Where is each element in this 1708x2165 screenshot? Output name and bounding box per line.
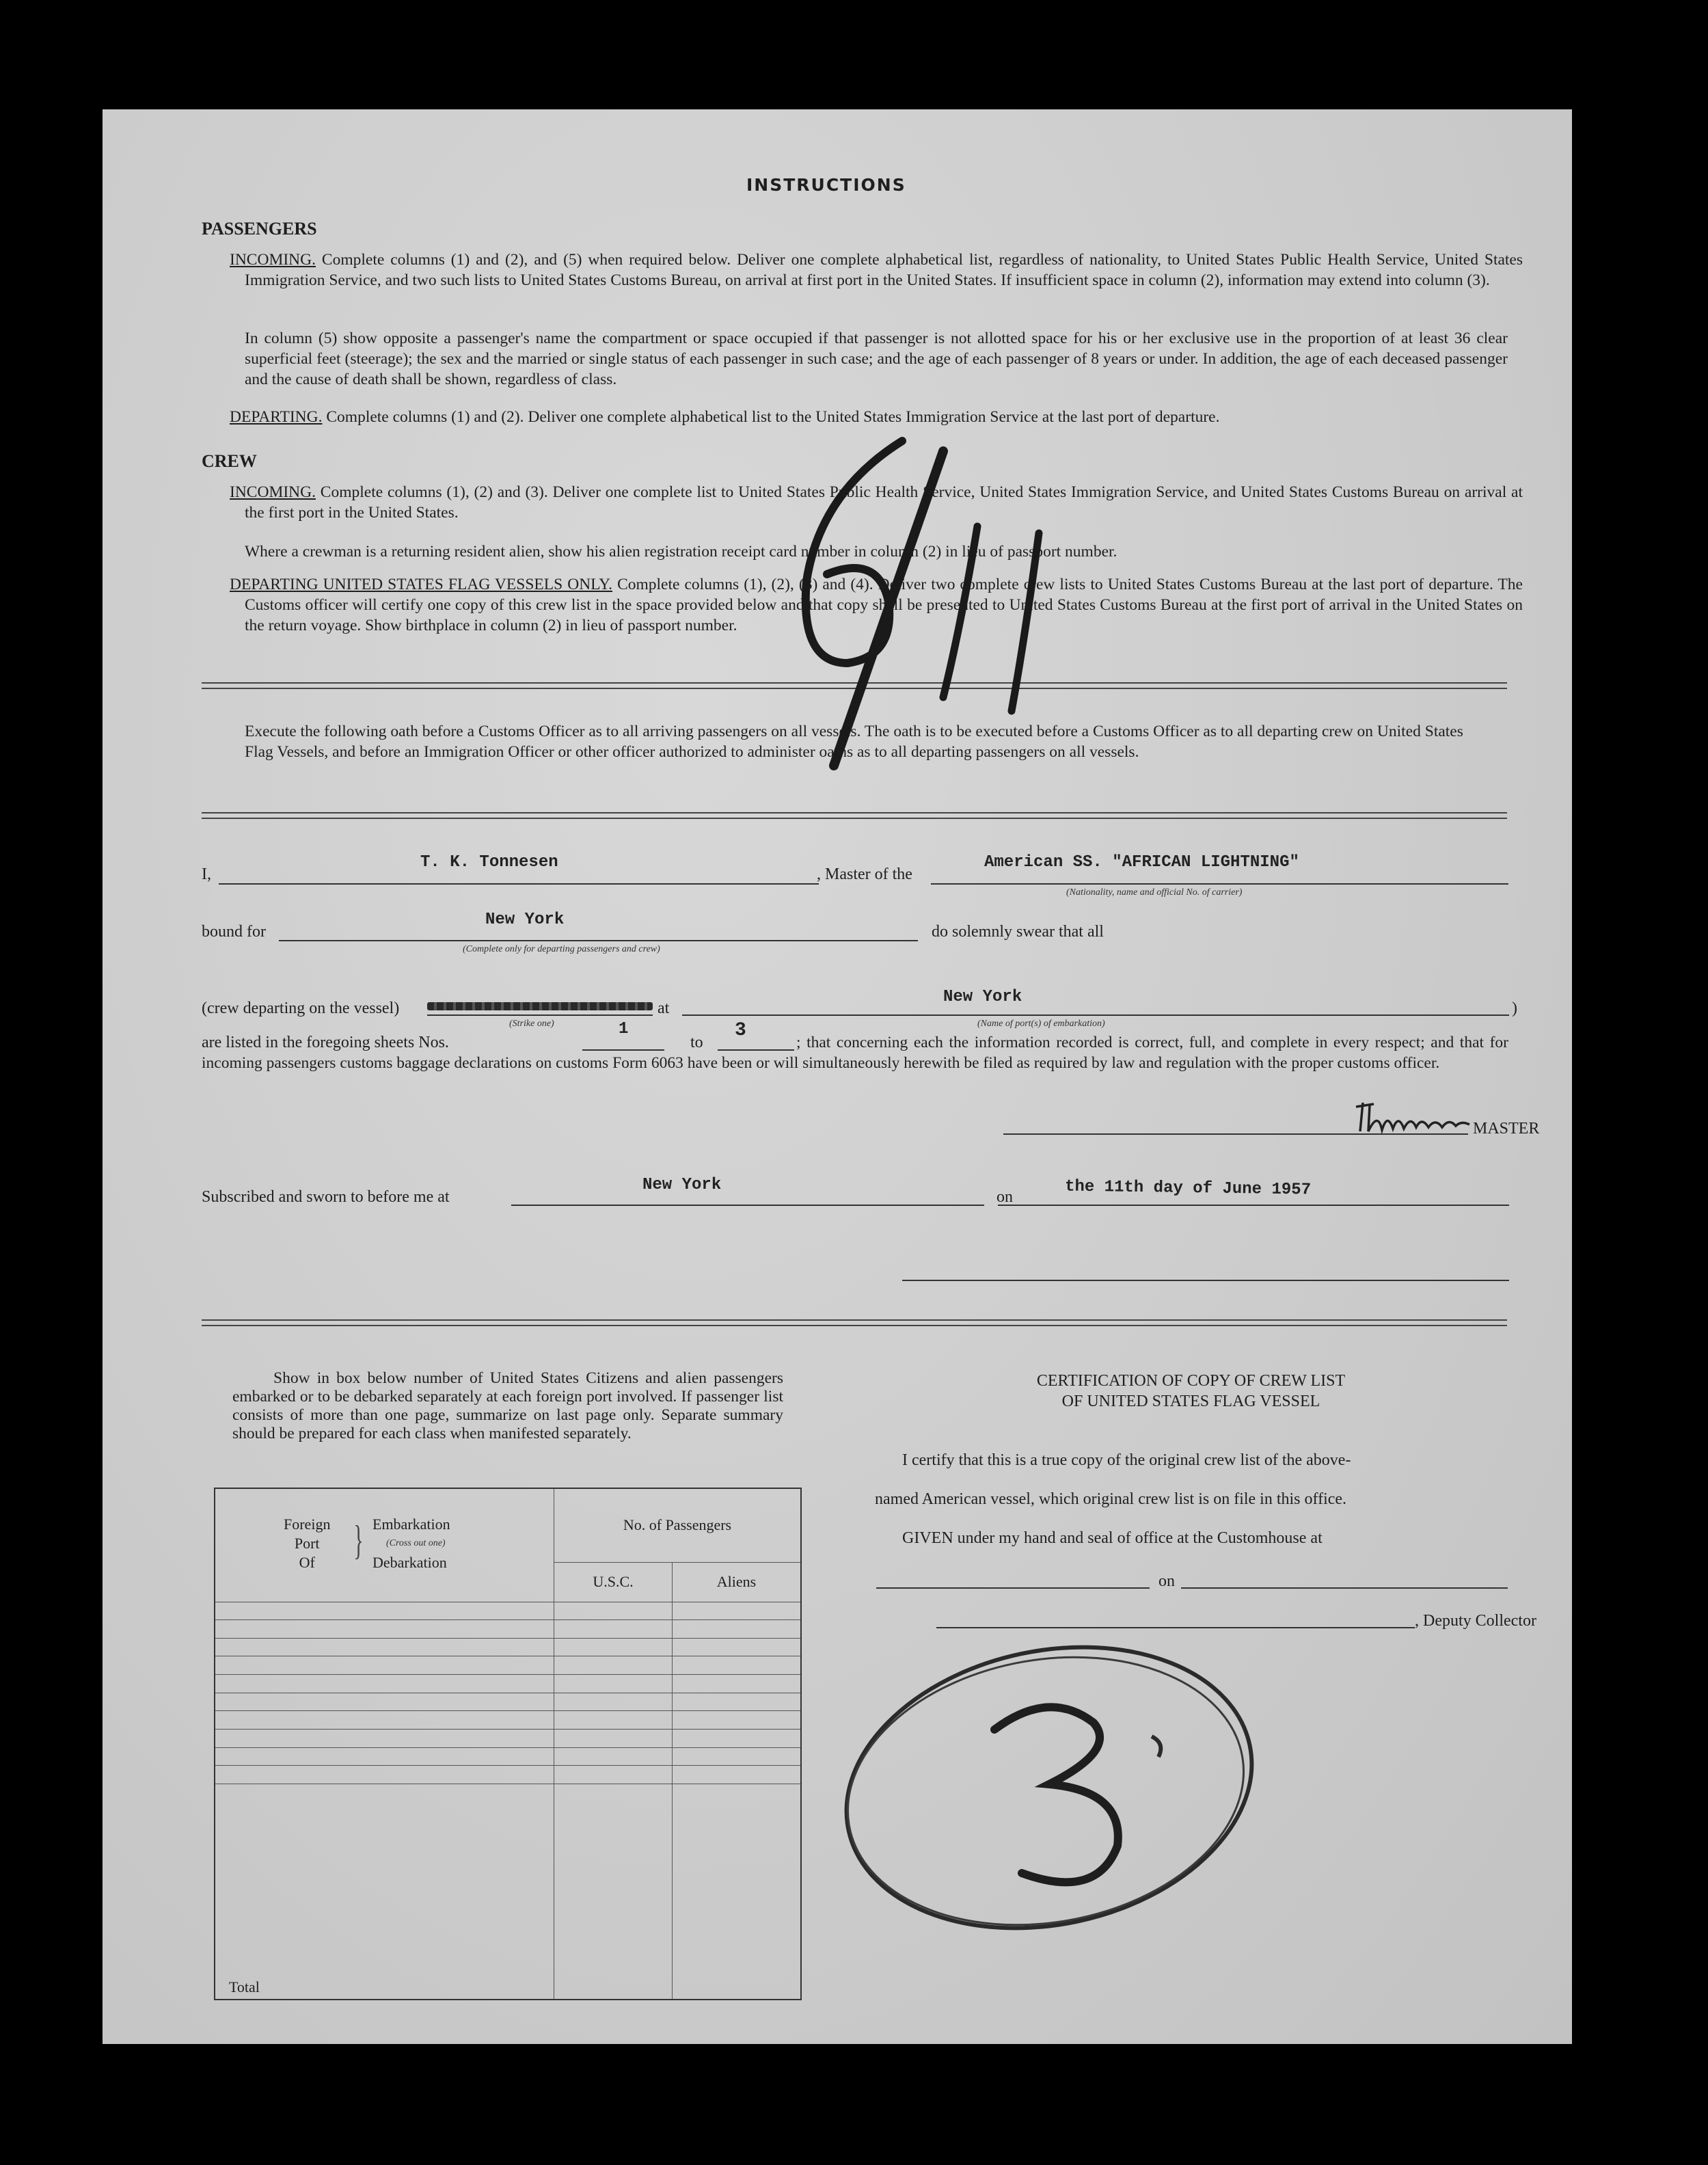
foreign-label: Foreign	[284, 1516, 331, 1533]
deputy-collector-label: , Deputy Collector	[1415, 1612, 1536, 1630]
summary-note: Show in box below number of United States Citizens and alien passengers embarked or to be debarked separately at each foreign port involved. If passenger list consists of more than one page, summarize on last page only. Separate summary should be prepared for each class when manifested separately.	[232, 1369, 783, 1442]
to-label: to	[690, 1034, 703, 1051]
bound-for-label: bound for	[202, 923, 266, 941]
sheet-from: 1	[619, 1020, 629, 1038]
oath-instructions: Execute the following oath before a Customs Officer as to all arriving passengers on all vessels. The oath is to be executed before a Customs Officer as to all departing crew on United States Flag Vessels, and before an Immigration Officer or other officer authorized to administer oaths as to all departing passengers on all vessels.	[245, 723, 1463, 761]
table-cell[interactable]	[215, 1693, 554, 1711]
certification-title-line1: CERTIFICATION OF COPY OF CREW LIST	[1036, 1372, 1346, 1390]
table-cell[interactable]	[554, 1766, 673, 1784]
crew-incoming-text: Complete columns (1), (2) and (3). Deliver one complete list to United States Public Health Service, United States Immigration Service, and United States Customs Bureau on arrival at the first port in the United States.	[245, 483, 1523, 522]
crew-incoming-label: INCOMING.	[230, 483, 316, 501]
strike-line	[427, 1014, 653, 1016]
table-cell[interactable]	[673, 1602, 802, 1620]
table-cell[interactable]	[673, 1638, 802, 1656]
port-caption: (Name of port(s) of embarkation)	[977, 1019, 1105, 1029]
customhouse-date-line	[876, 1587, 1150, 1589]
crew-departing-label: (crew departing on the vessel)	[202, 999, 400, 1017]
table-cell[interactable]	[673, 1693, 802, 1711]
no-passengers-header: No. of Passengers	[554, 1488, 802, 1562]
table-cell[interactable]	[554, 1730, 673, 1748]
master-signature	[1353, 1097, 1476, 1138]
i-label: I,	[202, 865, 211, 883]
passengers-departing-label: DEPARTING.	[230, 408, 323, 426]
table-cell[interactable]	[215, 1747, 554, 1766]
port-label: Port	[294, 1535, 320, 1552]
table-cell[interactable]	[673, 1620, 802, 1639]
at-label: at	[658, 999, 670, 1017]
certification-on-label: on	[1158, 1572, 1175, 1590]
table-cell[interactable]	[554, 1711, 673, 1730]
passenger-summary-table	[214, 1488, 802, 2000]
table-cell[interactable]	[673, 1675, 802, 1693]
cross-out-label: (Cross out one)	[386, 1538, 446, 1549]
passengers-incoming-text: Complete columns (1) and (2), and (5) when required below. Deliver one complete alphabetical list, regardless of nationality, to United States Public Health Service, United States Immigration Service, and two such lists to United States Customs Bureau, on arrival at first port in the United States. If insufficient space in column (2), information may extend into column (3).	[245, 251, 1523, 289]
crew-alien-text: Where a crewman is a returning resident alien, show his alien registration receipt card number in column (2) in lieu of passport number.	[245, 543, 1117, 561]
bound-for-value: New York	[485, 911, 565, 929]
bound-for-line	[279, 940, 918, 941]
table-cell[interactable]	[673, 1711, 802, 1730]
total-aliens-cell[interactable]	[673, 1784, 802, 2000]
table-cell[interactable]	[673, 1656, 802, 1675]
embark-debark-label	[372, 1515, 450, 1572]
circled-number-three	[824, 1627, 1275, 1955]
table-cell[interactable]	[673, 1766, 802, 1784]
table-cell[interactable]	[554, 1602, 673, 1620]
aliens-header: Aliens	[673, 1562, 802, 1602]
vessel-line	[931, 883, 1508, 885]
table-cell[interactable]	[215, 1766, 554, 1784]
table-cell[interactable]	[215, 1730, 554, 1748]
table-cell[interactable]	[215, 1638, 554, 1656]
brace: }	[353, 1518, 364, 1563]
passengers-incoming-label: INCOMING.	[230, 251, 316, 269]
struck-out-text	[427, 998, 653, 1013]
divider	[202, 1319, 1507, 1326]
passengers-departing-text: Complete columns (1) and (2). Deliver one complete alphabetical list to the United States Immigration Service at the last port of departure.	[326, 408, 1220, 426]
bound-caption: (Complete only for departing passengers and crew)	[463, 944, 660, 954]
divider	[202, 812, 1507, 819]
on-label: on	[997, 1188, 1013, 1206]
master-name-line	[219, 883, 819, 885]
table-cell[interactable]	[215, 1620, 554, 1639]
swear-label: do solemnly swear that all	[932, 923, 1104, 941]
sworn-date: the 11th day of June 1957	[1064, 1177, 1312, 1200]
sworn-date-line	[998, 1205, 1509, 1206]
table-cell[interactable]	[673, 1730, 802, 1748]
certification-text-3: GIVEN under my hand and seal of office at the Customhouse at	[902, 1529, 1323, 1547]
port-value: New York	[943, 988, 1022, 1006]
passengers-heading: PASSENGERS	[202, 219, 317, 239]
embarkation-label: Embarkation	[372, 1516, 450, 1533]
table-cell[interactable]	[673, 1747, 802, 1766]
sheet-to: 3	[735, 1020, 746, 1041]
vessel-caption: (Nationality, name and official No. of carrier)	[1066, 887, 1243, 898]
port-header	[215, 1488, 554, 1602]
table-cell[interactable]	[554, 1638, 673, 1656]
table-cell[interactable]	[554, 1693, 673, 1711]
certification-title-line2: OF UNITED STATES FLAG VESSEL	[1061, 1393, 1320, 1410]
table-cell[interactable]	[215, 1675, 554, 1693]
port-line	[682, 1014, 1509, 1016]
certification-text-2: named American vessel, which original crew list is on file in this office.	[875, 1490, 1347, 1508]
passengers-incoming	[230, 250, 1523, 291]
crew-departing-label: DEPARTING UNITED STATES FLAG VESSELS ONLY.	[230, 576, 612, 593]
officer-line	[902, 1280, 1509, 1281]
debarkation-label: Debarkation	[372, 1554, 447, 1572]
crew-heading: CREW	[202, 451, 257, 471]
master-name: T. K. Tonnesen	[420, 853, 558, 872]
listed-label: are listed in the foregoing sheets Nos.	[202, 1034, 449, 1051]
table-cell[interactable]	[215, 1711, 554, 1730]
strike-caption: (Strike one)	[509, 1019, 554, 1029]
passengers-column5-text: In column (5) show opposite a passenger's name the compartment or space occupied if that passenger is not allotted space for his or her exclusive use in the proportion of at least 36 clear superficial feet (steerage); the sex and the married or single status of each passenger in such case; and the age of each passenger of 8 years or under. In addition, the age of each deceased passenger and the cause of death shall be shown, regardless of class.	[245, 330, 1508, 388]
listed-tail: ; that concerning each the information recorded is correct, full, and complete in every respect; and that for incoming passengers customs baggage declarations on customs Form 6063 have been or will simultaneously herewith be filed as required by law and regulation with the proper customs officer.	[202, 1034, 1508, 1072]
table-cell[interactable]	[215, 1602, 554, 1620]
total-label: Total	[215, 1784, 554, 2000]
of-label: Of	[299, 1554, 315, 1572]
table-cell[interactable]	[215, 1656, 554, 1675]
certification-title	[875, 1371, 1507, 1412]
master-label: MASTER	[1473, 1120, 1540, 1138]
table-cell[interactable]	[554, 1620, 673, 1639]
vessel-name: American SS. "AFRICAN LIGHTNING"	[984, 853, 1299, 872]
certification-date-line	[1181, 1587, 1508, 1589]
subscribed-label: Subscribed and sworn to before me at	[202, 1188, 450, 1206]
document-page	[103, 109, 1572, 2044]
foreign-port-of-label	[284, 1515, 330, 1572]
table-cell[interactable]	[554, 1675, 673, 1693]
sworn-place-line	[511, 1205, 984, 1206]
certification-text-1: I certify that this is a true copy of the original crew list of the above-	[902, 1451, 1351, 1469]
total-usc-cell[interactable]	[554, 1784, 673, 2000]
usc-header: U.S.C.	[554, 1562, 673, 1602]
instructions-title: INSTRUCTIONS	[746, 175, 906, 195]
paren-close: )	[1512, 999, 1517, 1017]
table-cell[interactable]	[554, 1747, 673, 1766]
handwritten-fraction	[718, 410, 1087, 793]
master-of-label: , Master of the	[817, 865, 912, 883]
table-cell[interactable]	[554, 1656, 673, 1675]
sworn-place: New York	[642, 1176, 722, 1194]
crew-departing-text: Complete columns (1), (2), (3) and (4). Deliver two complete crew lists to United States Customs Bureau at the last port of departure. The Customs officer will certify one copy of this crew list in the space provided below and that copy shall be presented to United States Customs Bureau at the first port of arrival in the United States on the return voyage. Show birthplace in column (2) in lieu of passport number.	[245, 576, 1523, 634]
